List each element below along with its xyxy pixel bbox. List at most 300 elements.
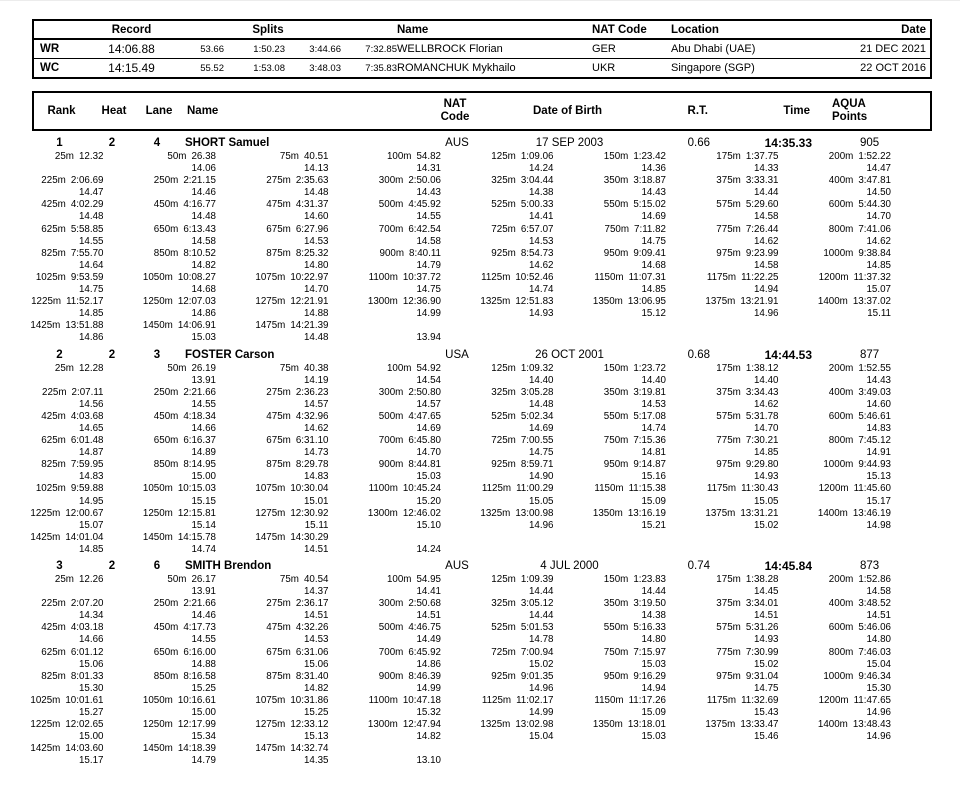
split-cell: [595, 320, 708, 332]
split-time: 3:47.81: [858, 175, 891, 187]
swimmer-reaction-time: 0.68: [687, 348, 710, 361]
split-cell: [32, 671, 145, 683]
split-diff-cell: 14.91: [866, 447, 891, 459]
split-diff-cell: 14.44: [641, 586, 666, 598]
split-diff-cell: [707, 544, 820, 556]
split-diff-cell: 14.40: [641, 374, 666, 386]
split-time: 10:16.61: [177, 694, 216, 706]
record-holder-name: WELLBROCK Florian: [397, 43, 503, 55]
split-time: 12:17.99: [177, 719, 216, 731]
split-distance-label: 925m: [491, 459, 516, 471]
split-distance-label: 525m: [491, 199, 516, 211]
split-cell: [707, 598, 820, 610]
split-distance-label: 275m: [266, 598, 291, 610]
split-distance-label: 200m: [828, 362, 854, 374]
split-time: 1:52.22: [858, 151, 891, 162]
split-cell: [367, 719, 483, 731]
split-distance-label: 1150m: [594, 271, 624, 283]
split-distance-label: 675m: [266, 435, 291, 447]
split-cell: [142, 320, 258, 332]
split-cell: [595, 459, 708, 471]
split-diff-cell: 14.51: [416, 610, 441, 622]
split-time: 12:00.67: [65, 507, 104, 519]
split-distance-label: 150m: [603, 574, 629, 585]
split-cell: [32, 532, 145, 544]
split-diff-cell: 14.83: [866, 422, 891, 434]
split-diff-cell: 15.15: [191, 495, 216, 507]
split-diff-cell: [707, 332, 820, 344]
split-cell: [32, 387, 145, 399]
split-cell: [142, 531, 258, 544]
split-cell: [32, 248, 145, 260]
split-time: 4:32.96: [295, 410, 329, 422]
split-time: 10:37.72: [402, 271, 441, 283]
split-distance-label: 875m: [266, 459, 291, 471]
split-distance-label: 50m: [167, 574, 187, 585]
split-cell: [370, 175, 483, 187]
split-time: 54.95: [416, 574, 441, 585]
split-distance-label: 1000m: [823, 670, 854, 682]
split-diff-cell: 15.17: [78, 755, 104, 767]
split-cell: [595, 387, 708, 399]
split-time: 6:16.37: [183, 435, 216, 447]
split-time: 1:23.42: [633, 151, 666, 162]
split-time: 8:40.11: [409, 247, 441, 259]
split-diff-cell: 14.57: [416, 398, 441, 410]
split-diff-cell: 14.85: [78, 543, 104, 555]
split-distance-label: 675m: [266, 223, 291, 235]
split-time: 40.51: [303, 151, 329, 162]
split-cell: [482, 320, 595, 332]
split-time: 9:09.41: [633, 247, 666, 259]
split-diff-cell: 13.10: [416, 755, 441, 767]
split-distance-label: 850m: [153, 247, 179, 259]
split-cell: [145, 248, 258, 260]
record-location: Abu Dhabi (UAE): [671, 43, 756, 55]
split-diff-cell: 15.30: [78, 682, 104, 694]
split-cell: [257, 411, 370, 423]
split-time: 3:19.81: [633, 386, 666, 398]
split-time: 7:11.82: [634, 223, 666, 235]
split-time: 13:33.47: [740, 719, 779, 731]
splits-row: [32, 598, 932, 610]
split-time: 9:38.84: [858, 247, 891, 259]
split-distance-label: 1250m: [142, 719, 173, 731]
swimmer-nat-code: AUS: [445, 137, 469, 149]
split-distance-label: 475m: [266, 199, 291, 211]
split-diff-cell: 14.06: [191, 163, 216, 175]
split-diff-cell: 14.96: [528, 682, 554, 694]
split-cell: [367, 507, 483, 520]
split-time: 13:21.91: [740, 296, 779, 308]
swimmer-aqua-points: 873: [860, 560, 880, 572]
split-cell: [142, 296, 258, 308]
split-diff-cell: 13.91: [191, 374, 216, 386]
split-cell: [145, 435, 258, 447]
split-cell: [595, 272, 708, 284]
split-time: 7:41.06: [858, 223, 891, 235]
split-diff-cell: 14.74: [641, 422, 666, 434]
split-diff-cell: 15.06: [78, 658, 104, 670]
split-cell: [370, 248, 483, 260]
split-distance-label: 150m: [603, 362, 629, 374]
record-split-time: 7:32.85: [365, 43, 397, 55]
split-diff-cell: 14.64: [78, 259, 104, 271]
split-cell: [820, 320, 933, 332]
split-cell: [820, 743, 933, 755]
split-distance-label: 1025m: [35, 483, 66, 495]
results-header-heat: Heat: [101, 105, 127, 117]
split-cell: [707, 272, 820, 284]
split-diff-cell: 14.73: [303, 447, 329, 459]
split-cell: [370, 320, 483, 332]
split-diffs-row: [32, 755, 932, 767]
split-cell: [820, 175, 933, 187]
split-diff-cell: 13.94: [416, 332, 441, 344]
split-distance-label: 625m: [41, 435, 66, 447]
split-diff-cell: 15.27: [78, 707, 104, 719]
split-distance-label: 1325m: [480, 719, 511, 731]
split-diff-cell: 14.48: [528, 398, 554, 410]
split-cell: [595, 483, 708, 495]
records-table: [32, 19, 932, 79]
split-distance-label: 1200m: [818, 271, 849, 283]
split-distance-label: 800m: [828, 223, 854, 235]
split-distance-label: 1250m: [142, 296, 173, 308]
split-cell: [595, 175, 708, 187]
results-header-lane: Lane: [145, 105, 173, 117]
split-diff-cell: [707, 755, 820, 767]
split-cell: [482, 671, 595, 683]
split-time: 54.82: [416, 151, 441, 162]
split-diff-cell: 14.47: [866, 163, 891, 175]
split-distance-label: 400m: [828, 598, 854, 610]
splits-row: [32, 199, 932, 211]
split-distance-label: 550m: [603, 199, 629, 211]
split-diffs-row: [32, 471, 932, 483]
split-cell: [142, 507, 258, 520]
split-time: 4:45.92: [408, 199, 441, 211]
split-time: 1:09.32: [520, 362, 554, 374]
split-time: 12:30.92: [290, 507, 329, 519]
split-distance-label: 1375m: [705, 719, 736, 731]
split-cell: [142, 694, 258, 707]
split-distance-label: 75m: [279, 151, 299, 162]
swimmer-name: SMITH Brendon: [185, 560, 272, 572]
split-distance-label: 850m: [153, 670, 179, 682]
split-cell: [257, 743, 370, 755]
split-cell: [145, 671, 258, 683]
split-time: 12:07.03: [177, 296, 216, 308]
split-diff-cell: 14.79: [191, 755, 216, 767]
split-distance-label: 1050m: [142, 271, 173, 283]
splits-row: [32, 411, 932, 423]
split-time: 4:03.68: [70, 410, 104, 422]
split-distance-label: 75m: [279, 574, 299, 585]
split-distance-label: 1425m: [30, 320, 61, 332]
split-distance-label: 900m: [378, 670, 404, 682]
split-distance-label: 1450m: [142, 743, 173, 755]
split-diffs-row: [32, 683, 932, 695]
split-distance-label: 1025m: [30, 694, 61, 706]
split-cell: [370, 459, 483, 471]
split-distance-label: 600m: [828, 622, 854, 634]
split-cell: [595, 435, 708, 447]
split-diffs-row: [32, 211, 932, 223]
swimmer-rank: 3: [56, 560, 63, 572]
split-cell: [142, 719, 258, 731]
split-diff-cell: [595, 332, 708, 344]
split-diff-cell: 15.07: [78, 519, 104, 531]
split-diff-cell: 14.51: [753, 610, 779, 622]
split-diff-cell: 14.93: [528, 308, 554, 320]
split-cell: [482, 647, 595, 659]
record-time: 14:06.88: [108, 42, 155, 56]
split-cell: [32, 363, 145, 375]
split-diff-cell: 14.48: [303, 187, 329, 199]
split-time: 3:34.01: [745, 598, 779, 610]
split-time: 6:45.92: [408, 646, 441, 658]
split-diff-cell: 14.70: [866, 211, 891, 223]
split-cell: [595, 363, 708, 375]
split-diff-cell: 15.11: [304, 519, 329, 531]
split-cell: [820, 363, 933, 375]
split-distance-label: 575m: [716, 622, 741, 634]
split-diff-cell: 15.16: [641, 471, 666, 483]
split-diffs-row: [32, 586, 932, 598]
split-diff-cell: 14.53: [303, 235, 329, 247]
split-diffs-row: [32, 163, 932, 175]
split-time: 9:44.93: [858, 459, 891, 471]
split-cell: [707, 532, 820, 544]
split-diff-cell: 14.13: [303, 163, 329, 175]
split-cell: [595, 695, 708, 707]
split-diff-cell: 14.47: [78, 187, 104, 199]
results-header-nat-line2: Code: [440, 111, 470, 123]
split-diff-cell: [595, 755, 708, 767]
swimmer-name: SHORT Samuel: [185, 137, 270, 149]
split-cell: [145, 363, 258, 375]
split-cell: [145, 647, 258, 659]
split-diff-cell: 15.03: [416, 471, 441, 483]
split-time: 54.92: [416, 362, 441, 374]
split-cell: [820, 224, 933, 236]
split-distance-label: 1075m: [255, 483, 286, 495]
swimmers: [32, 136, 932, 768]
split-diffs-row: [32, 610, 932, 622]
split-distance-label: 25m: [54, 151, 74, 162]
split-distance-label: 100m: [386, 362, 412, 374]
split-diff-cell: 14.34: [78, 610, 104, 622]
split-diff-cell: 14.55: [78, 235, 104, 247]
split-diffs-row: [32, 423, 932, 435]
swimmer-aqua-points: 877: [860, 348, 880, 361]
split-diff-cell: 14.96: [753, 308, 779, 320]
results-page: [0, 1, 960, 768]
split-time: 11:32.69: [741, 694, 779, 706]
split-time: 7:15.97: [633, 646, 666, 658]
record-row: [34, 59, 930, 77]
split-cell: [482, 598, 595, 610]
split-time: 13:16.19: [627, 507, 666, 519]
split-time: 8:25.32: [295, 247, 329, 259]
split-distance-label: 1125m: [481, 483, 512, 495]
split-distance-label: 1300m: [367, 507, 398, 519]
split-distance-label: 850m: [153, 459, 179, 471]
split-cell: [820, 483, 933, 495]
split-diff-cell: 15.02: [753, 519, 779, 531]
split-distance-label: 375m: [716, 386, 741, 398]
split-cell: [820, 435, 933, 447]
split-distance-label: 400m: [828, 175, 854, 187]
split-diff-cell: 14.88: [303, 308, 329, 320]
split-cell: [820, 387, 933, 399]
split-cell: [482, 363, 595, 375]
split-distance-label: 1275m: [255, 507, 286, 519]
split-distance-label: 525m: [491, 622, 516, 634]
split-cell: [145, 459, 258, 471]
split-distance-label: 750m: [604, 223, 630, 235]
split-time: 7:59.95: [70, 459, 104, 471]
split-diff-cell: 15.02: [528, 658, 554, 670]
split-diff-cell: 14.70: [303, 284, 329, 296]
split-diff-cell: 15.20: [416, 495, 441, 507]
split-distance-label: 1175m: [706, 271, 737, 283]
split-time: 3:48.52: [858, 598, 891, 610]
swimmer-block: [32, 136, 932, 345]
records-header-date: Date: [901, 23, 926, 36]
split-time: 2:07.11: [71, 386, 104, 398]
split-time: 5:01.53: [520, 622, 554, 634]
split-distance-label: 725m: [491, 435, 516, 447]
split-distance-label: 25m: [54, 362, 74, 374]
split-diff-cell: 14.58: [753, 259, 779, 271]
split-cell: [595, 647, 708, 659]
split-cell: [707, 459, 820, 471]
split-time: 11:15.38: [628, 483, 666, 495]
split-cell: [595, 199, 708, 211]
split-diff-cell: 15.43: [753, 707, 779, 719]
split-cell: [257, 459, 370, 471]
swimmer-rank: 1: [56, 137, 63, 149]
split-time: 11:37.32: [853, 271, 891, 283]
split-distance-label: 425m: [41, 410, 66, 422]
split-diff-cell: 14.82: [191, 259, 216, 271]
swimmer-final-time: 14:45.84: [764, 559, 812, 573]
split-cell: [482, 387, 595, 399]
split-time: 8:16.58: [183, 670, 216, 682]
split-cell: [482, 151, 595, 163]
record-split-time: 1:53.08: [253, 62, 285, 74]
split-time: 5:46.61: [858, 410, 891, 422]
split-time: 4:47.65: [408, 410, 441, 422]
split-distance-label: 1325m: [480, 507, 511, 519]
split-time: 2:21.66: [183, 598, 216, 610]
record-holder-name: ROMANCHUK Mykhailo: [397, 62, 516, 74]
split-diff-cell: 14.55: [191, 398, 216, 410]
record-split-time: 1:50.23: [253, 43, 285, 55]
split-time: 9:29.80: [745, 459, 779, 471]
split-time: 5:15.02: [633, 199, 666, 211]
split-time: 26.19: [191, 362, 216, 374]
split-distance-label: 350m: [603, 386, 629, 398]
records-header-record: Record: [111, 23, 152, 36]
split-diff-cell: 14.93: [753, 634, 779, 646]
split-time: 14:03.60: [65, 743, 104, 755]
split-cell: [482, 695, 595, 707]
split-distance-label: 875m: [266, 247, 291, 259]
split-time: 7:45.12: [858, 435, 891, 447]
split-distance-label: 450m: [153, 622, 179, 634]
split-time: 11:07.31: [628, 271, 666, 283]
split-cell: [145, 387, 258, 399]
split-distance-label: 1325m: [480, 296, 511, 308]
split-distance-label: 250m: [153, 598, 179, 610]
split-diff-cell: 14.40: [528, 374, 554, 386]
swimmer-nat-code: AUS: [445, 560, 469, 572]
split-cell: [257, 532, 370, 544]
split-diff-cell: 14.38: [528, 187, 554, 199]
split-cell: [145, 411, 258, 423]
split-cell: [820, 647, 933, 659]
split-cell: [257, 671, 370, 683]
split-diff-cell: 15.09: [641, 495, 666, 507]
split-diff-cell: 14.95: [78, 495, 104, 507]
results-header-aqua-line2: Points: [832, 111, 868, 123]
split-distance-label: 1400m: [817, 296, 848, 308]
swimmer-date-of-birth: 4 JUL 2000: [540, 560, 599, 572]
split-diff-cell: 14.78: [528, 634, 554, 646]
splits-row: [32, 719, 932, 731]
split-diff-cell: 14.74: [528, 284, 554, 296]
split-cell: [707, 574, 820, 586]
split-time: 4:16.77: [183, 199, 216, 211]
split-cell: [370, 743, 483, 755]
split-distance-label: 175m: [716, 574, 741, 585]
split-diff-cell: 15.07: [866, 284, 891, 296]
split-distance-label: 875m: [266, 670, 291, 682]
splits-row: [32, 175, 932, 187]
record-split-time: 3:48.03: [309, 62, 341, 74]
split-time: 13:51.88: [65, 320, 104, 332]
split-diff-cell: [32, 586, 145, 598]
split-distance-label: 400m: [828, 386, 854, 398]
split-distance-label: 1100m: [368, 271, 398, 283]
split-distance-label: 800m: [828, 435, 854, 447]
split-time: 3:33.31: [745, 175, 779, 187]
split-cell: [257, 248, 370, 260]
split-diffs-row: [32, 260, 932, 272]
split-cell: [370, 598, 483, 610]
split-cell: [482, 272, 595, 284]
split-time: 6:16.00: [183, 646, 216, 658]
split-diff-cell: 14.69: [528, 422, 554, 434]
split-time: 10:52.46: [515, 271, 554, 283]
split-diff-cell: [482, 755, 595, 767]
split-time: 14:32.74: [290, 743, 329, 755]
split-cell: [707, 719, 820, 731]
split-cell: [595, 743, 708, 755]
split-time: 13:18.01: [627, 719, 666, 731]
split-cell: [32, 459, 145, 471]
split-diff-cell: 14.50: [866, 187, 891, 199]
split-distance-label: 1200m: [818, 694, 849, 706]
split-distance-label: 975m: [716, 670, 741, 682]
split-time: 8:31.40: [295, 670, 329, 682]
split-diffs-row: [32, 308, 932, 320]
split-distance-label: 975m: [716, 459, 741, 471]
split-cell: [820, 671, 933, 683]
